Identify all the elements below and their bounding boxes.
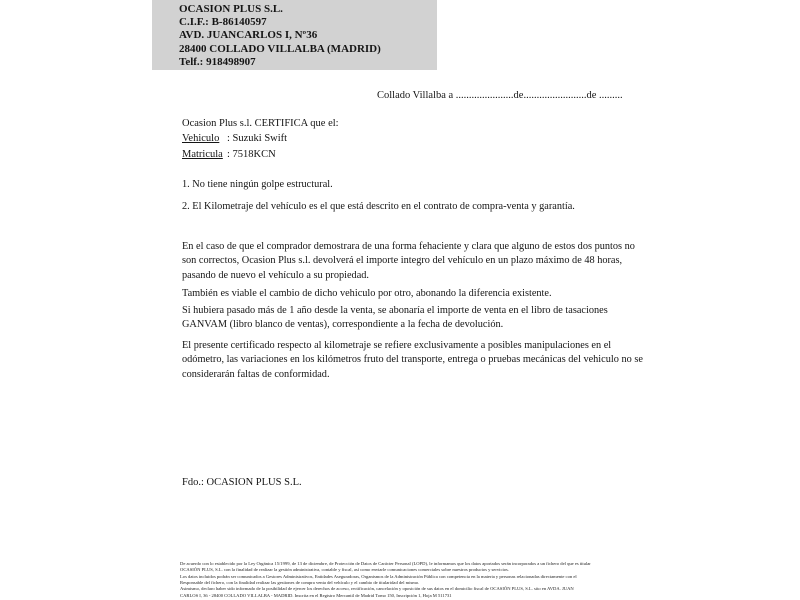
legal-line-5: Asimismo, declaro haber sido informado de la posibilidad de ejercer los derechos de acceso, rectificación, cancelación y oposición de sus datos en el domicilio fiscal de OCASIÓN PLUS, S.L. sito en AVDA. JUAN [180,586,574,592]
certification-intro: Ocasion Plus s.l. CERTIFICA que el: [182,118,339,129]
plate-row [182,147,339,162]
company-address: AVD. JUANCARLOS I, Nº36 [179,29,318,42]
refund-paragraph: En el caso de que el comprador demostrara de una forma fehaciente y clara que alguno de estos dos puntos no son correctos, Ocasion Plus s.l. devolverá el importe integro del vehículo en un plazo máximo de 48 horas, pasando de nuevo el vehículo a su propiedad. [182,241,635,281]
company-city: 28400 COLLADO VILLALBA (MADRID) [179,42,381,55]
legal-line-4: Responsable del fichero, con la finalidad realizar las gestiones de compra venta del vehículo y el cambio de titularidad del mismo. [180,580,420,586]
legal-line-3: Los datos incluidos podrán ser comunicados a Gestores Administrativos, Entidades Aseguradoras, Organismos de la Administración Pública con competencia en la materia y personas relacionadas directamente con el [180,573,577,579]
vehicle-label: Vehiculo [182,133,220,145]
certified-point-1: 1. No tiene ningún golpe estructural. [182,179,333,190]
vehicle-value: : Suzuki Swift [227,133,288,145]
company-cif: C.I.F.: B-86140597 [179,16,267,29]
company-name: OCASION PLUS S.L. [179,3,283,15]
ganvam-paragraph: Si hubiera pasado más de 1 año desde la venta, se abonaría el importe de venta en el libro de tasaciones GANVAM (libro blanco de ventas), correspondiente a la fecha de devolución. [182,305,608,331]
company-header-block [152,0,437,70]
vehicle-row [182,131,339,146]
date-fill-in-line: Collado Villalba a ......................de........................de ......... [377,90,623,101]
signature-line: Fdo.: OCASION PLUS S.L. [182,477,302,488]
mileage-disclaimer-paragraph: El presente certificado respecto al kilometraje se refiere exclusivamente a posibles manipulaciones en el odómetro, las variaciones en los kilómetros fruto del transporte, entrega o pruebas mecánicas del vehiculo no se considerarán faltas de conformidad. [182,340,643,380]
exchange-paragraph: También es viable el cambio de dicho vehiculo por otro, abonando la diferencia existente. [182,288,552,299]
company-phone: Telf.: 918498907 [179,55,256,68]
plate-label: Matricula [182,148,223,160]
legal-fine-print [180,561,620,599]
certification-block [182,116,339,162]
certified-point-2: 2. El Kilometraje del vehículo es el que está descrito en el contrato de compra-venta y garantía. [182,201,575,212]
legal-line-6: CARLOS I, 36 - 28400 COLLADO VILLALBA - MADRID. Inscrita en el Registro Mercantil de Madrid Tomo 150, Inscripción 1, Hoja M 511731 [180,592,452,598]
legal-line-1: De acuerdo con lo establecido por la Ley Orgánica 15/1999, de 13 de diciembre, de Protección de Datos de Carácter Personal (LOPD), le informamos que los datos aportados serán incorporados a un fichero del que es titular [180,561,591,566]
plate-value: : 7518KCN [227,148,276,160]
legal-line-2: OCASIÓN PLUS, S.L. con la finalidad de realizar la gestión administrativa, contable y fiscal, así como enviarle comunicaciones comerciales sobre nuestros productos y servicios. [180,567,509,573]
